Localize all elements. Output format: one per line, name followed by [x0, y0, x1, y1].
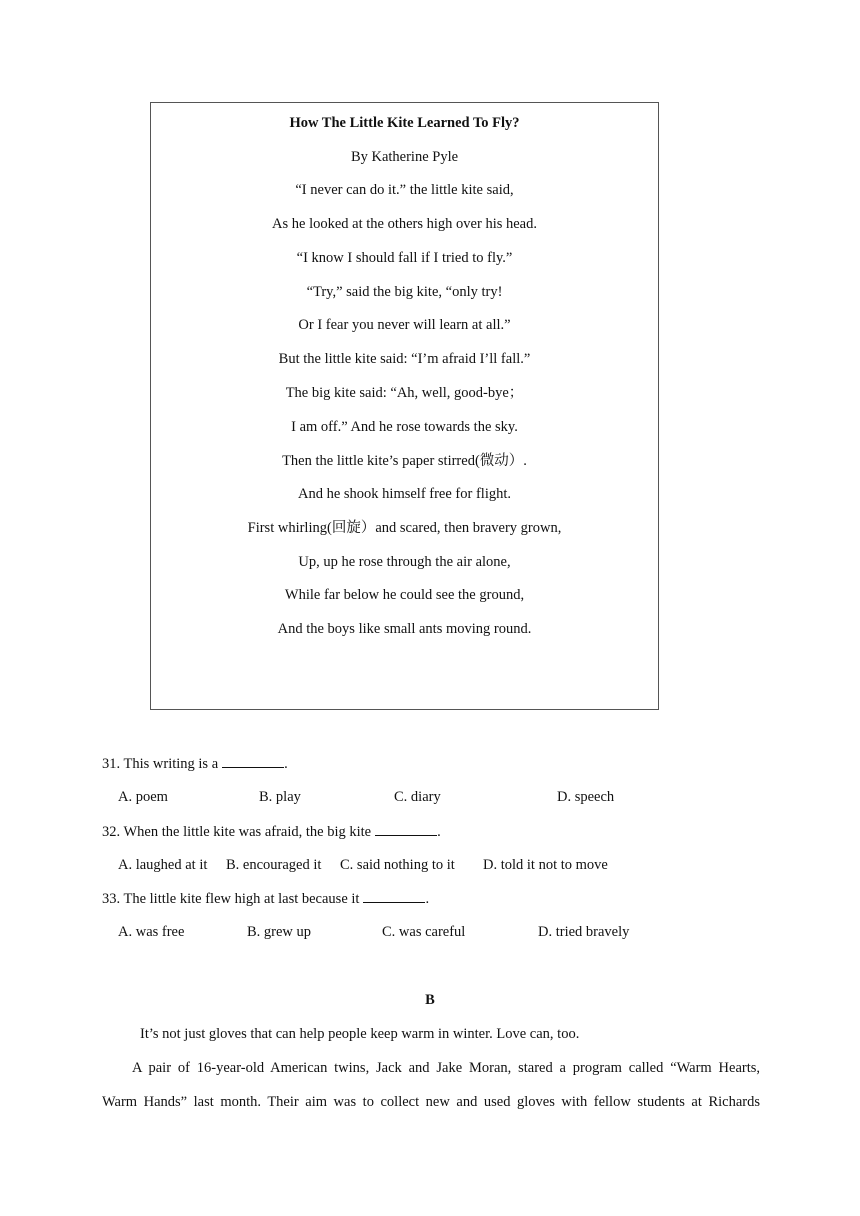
answer-blank[interactable] [222, 753, 284, 768]
question-end: . [284, 756, 288, 772]
question-32 [102, 821, 441, 842]
poem-line: “Try,” said the big kite, “only try! [306, 284, 503, 300]
poem-line: I am off.” And he rose towards the sky. [291, 419, 518, 435]
poem-box [150, 102, 659, 710]
question-stem: 32. When the little kite was afraid, the big kite [102, 824, 372, 840]
option-b: B. encouraged it [226, 857, 322, 873]
poem-line: But the little kite said: “I’m afraid I’ll fall.” [278, 351, 531, 367]
paragraph-line: A pair of 16-year-old American twins, Jack and Jake Moran, stared a program called “Warm Hearts, [132, 1060, 760, 1076]
option-c: C. said nothing to it [340, 857, 455, 873]
question-stem: 31. This writing is a [102, 756, 219, 772]
poem-line: Then the little kite’s paper stirred(微动）. [282, 453, 527, 469]
question-end: . [425, 891, 430, 907]
poem-title: How The Little Kite Learned To Fly? [289, 115, 520, 131]
option-b: B. grew up [247, 924, 312, 940]
option-a: A. laughed at it [118, 857, 208, 873]
poem-author: By Katherine Pyle [350, 149, 459, 165]
question-33 [102, 888, 429, 909]
poem-line: “I never can do it.” the little kite said, [295, 182, 514, 198]
option-d: D. tried bravely [538, 924, 630, 940]
paragraph-line: Warm Hands” last month. Their aim was to collect new and used gloves with fellow students at Richards [102, 1094, 760, 1110]
option-a: A. poem [118, 789, 168, 805]
poem-line: As he looked at the others high over his head. [272, 216, 537, 232]
answer-blank[interactable] [375, 821, 437, 836]
poem-line: “I know I should fall if I tried to fly.” [296, 250, 513, 266]
question-31 [102, 753, 288, 774]
option-d: D. told it not to move [483, 857, 608, 873]
option-b: B. play [259, 789, 301, 805]
option-c: C. diary [394, 789, 441, 805]
poem-line: And the boys like small ants moving round. [277, 621, 532, 637]
poem-line: And he shook himself free for flight. [297, 486, 512, 502]
poem-line: Up, up he rose through the air alone, [298, 554, 511, 570]
poem-line: The big kite said: “Ah, well, good-bye； [285, 385, 524, 401]
paragraph: It’s not just gloves that can help people keep warm in winter. Love can, too. [140, 1026, 580, 1042]
answer-blank[interactable] [363, 888, 425, 903]
poem-line: While far below he could see the ground, [284, 587, 525, 603]
option-a: A. was free [118, 924, 185, 940]
section-heading: B [425, 992, 435, 1008]
poem-line: Or I fear you never will learn at all.” [298, 317, 511, 333]
option-d: D. speech [557, 789, 615, 805]
poem-line: First whirling(回旋）and scared, then bravery grown, [247, 520, 562, 536]
option-c: C. was careful [382, 924, 466, 940]
question-stem: 33. The little kite flew high at last because it [102, 891, 360, 907]
question-end: . [437, 824, 441, 840]
